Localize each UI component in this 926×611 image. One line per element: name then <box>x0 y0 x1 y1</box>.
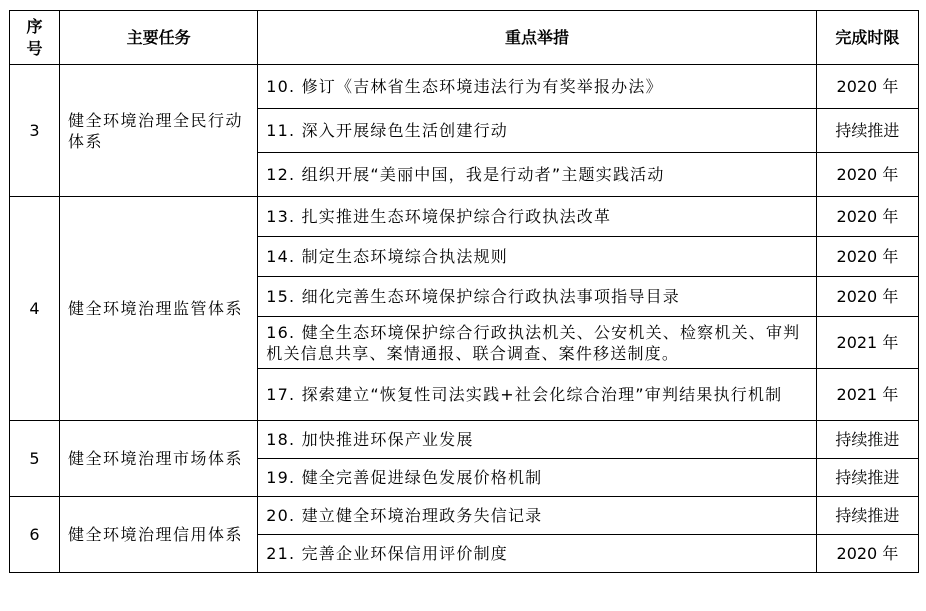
table-row <box>10 197 919 237</box>
task-table <box>9 10 919 573</box>
group-number: 4 <box>10 197 60 421</box>
measure-cell: 15. 细化完善生态环境保护综合行政执法事项指导目录 <box>258 277 817 317</box>
group-task: 健全环境治理全民行动体系 <box>60 65 258 197</box>
measure-cell: 19. 健全完善促进绿色发展价格机制 <box>258 459 817 497</box>
deadline-cell: 持续推进 <box>816 497 918 535</box>
deadline-cell: 持续推进 <box>816 459 918 497</box>
group-task: 健全环境治理监管体系 <box>60 197 258 421</box>
deadline-cell: 2020 年 <box>816 65 918 109</box>
group-task: 健全环境治理信用体系 <box>60 497 258 573</box>
group-number: 3 <box>10 65 60 197</box>
measure-cell: 17. 探索建立“恢复性司法实践+社会化综合治理”审判结果执行机制 <box>258 369 817 421</box>
deadline-cell: 2021 年 <box>816 317 918 369</box>
deadline-cell: 2020 年 <box>816 535 918 573</box>
measure-cell: 20. 建立健全环境治理政务失信记录 <box>258 497 817 535</box>
measure-cell: 14. 制定生态环境综合执法规则 <box>258 237 817 277</box>
table-row <box>10 65 919 109</box>
measure-cell: 21. 完善企业环保信用评价制度 <box>258 535 817 573</box>
group-number: 5 <box>10 421 60 497</box>
header-measure: 重点举措 <box>258 11 817 65</box>
header-row <box>10 11 919 65</box>
measure-cell: 12. 组织开展“美丽中国，我是行动者”主题实践活动 <box>258 153 817 197</box>
deadline-cell: 2020 年 <box>816 197 918 237</box>
group-task: 健全环境治理市场体系 <box>60 421 258 497</box>
header-deadline: 完成时限 <box>816 11 918 65</box>
measure-cell: 16. 健全生态环境保护综合行政执法机关、公安机关、检察机关、审判机关信息共享、案情通报、联合调查、案件移送制度。 <box>258 317 817 369</box>
table-row <box>10 497 919 535</box>
measure-cell: 13. 扎实推进生态环境保护综合行政执法改革 <box>258 197 817 237</box>
deadline-cell: 持续推进 <box>816 421 918 459</box>
deadline-cell: 2020 年 <box>816 277 918 317</box>
deadline-cell: 持续推进 <box>816 109 918 153</box>
header-task: 主要任务 <box>60 11 258 65</box>
group-number: 6 <box>10 497 60 573</box>
deadline-cell: 2021 年 <box>816 369 918 421</box>
measure-cell: 10. 修订《吉林省生态环境违法行为有奖举报办法》 <box>258 65 817 109</box>
deadline-cell: 2020 年 <box>816 153 918 197</box>
header-no: 序 号 <box>10 11 60 65</box>
measure-cell: 11. 深入开展绿色生活创建行动 <box>258 109 817 153</box>
table-row <box>10 421 919 459</box>
measure-cell: 18. 加快推进环保产业发展 <box>258 421 817 459</box>
deadline-cell: 2020 年 <box>816 237 918 277</box>
